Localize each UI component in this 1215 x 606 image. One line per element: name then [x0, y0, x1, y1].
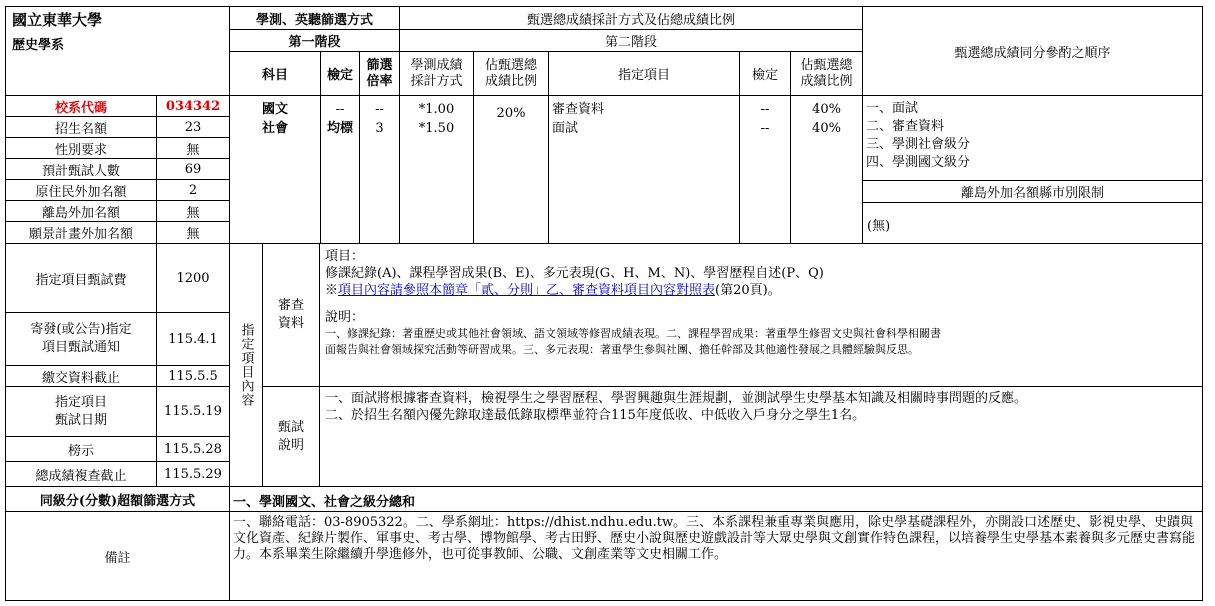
- stage2-items: [548, 95, 740, 244]
- col-score-line2: 採計方式: [410, 73, 463, 89]
- notice-label: [5, 312, 157, 366]
- remarks-label: 備註: [5, 511, 230, 601]
- tiebreak-item: 二、審查資料: [866, 119, 945, 134]
- col-pct-line1: 佔甄選總: [484, 57, 537, 73]
- remarks-content: [229, 511, 1203, 601]
- pct-interview: 40%: [812, 121, 841, 136]
- remarks-text: 一、聯絡電話：03-8905322。二、學系網址：https://dhist.ndhu.edu.tw。三、本系課程兼重專業與應用，除史學基礎課程外，亦開設口述歷史、影視史學、史蹟與文化資產、紀錄片製作、軍事史、考古學、博物館學、考古田野、歷史小說與歷史遊戲設計等大眾史學與文創實作特色課程，以培養學生史學基本素養與多元歷史書寫能力。本系畢業生除繼續升學進修外，也可從事教師、公職、文創產業等文史相關工作。: [233, 515, 1196, 562]
- stage1-check: [320, 95, 360, 244]
- island-limit-text: (無): [867, 219, 891, 234]
- col-percentage-2: [790, 51, 863, 96]
- tiebreak-item: 一、面試: [866, 101, 919, 116]
- review-deadline-value: 115.5.29: [156, 461, 230, 487]
- quota-value: 23: [156, 116, 230, 138]
- col-score-method: [399, 51, 474, 96]
- stage2-pct-value: 20%: [496, 106, 526, 121]
- col-pct-line2: 成績比例: [484, 73, 537, 89]
- island-limit-header: 離島外加名額縣市別限制: [862, 180, 1203, 203]
- subject-social: 社會: [261, 121, 288, 136]
- tiebreak-list: [862, 95, 1203, 181]
- stage2-check: [739, 95, 791, 244]
- ratio-social: 3: [375, 121, 384, 136]
- tiebreak-item: 四、學測國文級分: [866, 155, 971, 170]
- stage2-pct2: [790, 95, 863, 244]
- stage1-subjects: [229, 95, 321, 244]
- screening-method-header: 學測、英聽篩選方式: [229, 6, 400, 30]
- subject-chinese: 國文: [261, 102, 288, 117]
- check-social: 均標: [326, 121, 353, 136]
- result-value: 115.5.28: [156, 436, 230, 462]
- items-note-prefix: ※: [325, 283, 339, 298]
- pct-review: 40%: [812, 102, 841, 117]
- exam-date-line1: 指定項目: [54, 394, 107, 410]
- indigenous-value: 2: [156, 179, 230, 201]
- same-score-text: 一、學測國文、社會之級分總和: [233, 495, 416, 510]
- island-value: 無: [156, 200, 230, 222]
- indigenous-label: 原住民外加名額: [5, 179, 157, 201]
- submit-label: 繳交資料截止: [5, 365, 157, 387]
- code-label: 校系代碼: [5, 95, 157, 117]
- fee-label: 指定項目甄試費: [5, 243, 157, 313]
- col-pct2-line2: 成績比例: [800, 73, 853, 89]
- content-side-text: 指定項目內容: [238, 323, 254, 407]
- items-title: 項目：: [325, 249, 365, 264]
- col-designated-item: 指定項目: [548, 51, 740, 96]
- interview-desc-content: [319, 386, 1203, 487]
- same-score-value: [229, 486, 1203, 512]
- school-name: 國立東華大學: [12, 11, 103, 29]
- interview-label-line2: 說明: [277, 437, 304, 453]
- items-note-link[interactable]: 項目內容請參照本簡章「貳、分則」乙、審查資料項目內容對照表: [338, 283, 716, 298]
- check-chinese: --: [335, 102, 345, 117]
- stage1-ratio: [359, 95, 400, 244]
- vision-value: 無: [156, 221, 230, 244]
- review-deadline-label: 總成績複查截止: [5, 461, 157, 487]
- review-label-line2: 資料: [277, 316, 304, 331]
- col-check: 檢定: [320, 51, 360, 96]
- code-value: 034342: [156, 95, 230, 117]
- review-material-content: [319, 243, 1203, 387]
- submit-value: 115.5.5: [156, 365, 230, 387]
- quota-label: 招生名額: [5, 116, 157, 138]
- item-interview: 面試: [552, 121, 579, 136]
- island-label: 離島外加名額: [5, 200, 157, 222]
- score-social: *1.50: [418, 121, 455, 136]
- tiebreak-item: 三、學測社會級分: [866, 137, 971, 152]
- island-limit-value: [862, 202, 1203, 244]
- col-pct2-line1: 佔甄選總: [800, 57, 853, 73]
- content-side-label: [229, 243, 263, 487]
- ratio-chinese: --: [375, 102, 384, 117]
- interview-desc-label: [262, 386, 320, 487]
- same-score-label: 同級分(分數)超額篩選方式: [5, 486, 230, 512]
- stage2-score: [399, 95, 474, 244]
- col-percentage: [473, 51, 549, 96]
- desc-line: 面報告與社會領域探究活動等研習成果。三、多元表現：著重學生參與社團、擔任幹部及其他適性發展之具體經驗與反思。: [325, 343, 919, 356]
- interview-line: 一、面試將根據審查資料，檢視學生之學習歷程、學習興趣與生涯規劃，並測試學生史學基本知識及相關時事問題的反應。: [325, 391, 1028, 406]
- department-name: 歷史學系: [12, 38, 65, 53]
- interview-count-label: 預計甄試人數: [5, 158, 157, 180]
- items-note-suffix: (第20頁)。: [715, 283, 781, 298]
- col-ratio-line2: 倍率: [366, 73, 393, 89]
- stage2-header: 第二階段: [399, 29, 863, 52]
- score-chinese: *1.00: [418, 102, 455, 117]
- notice-value: 115.4.1: [156, 312, 230, 366]
- result-label: 榜示: [5, 436, 157, 462]
- gender-label: 性別要求: [5, 137, 157, 159]
- check-interview: --: [760, 121, 770, 136]
- desc-line: 一、修課紀錄：著重歷史或其他社會領域、語文領域等修習成績表現。二、課程學習成果：著重學生修習文史與社會科學相關書: [325, 327, 941, 340]
- col-score-line1: 學測成績: [410, 57, 463, 73]
- col-ratio-line1: 篩選: [366, 57, 393, 73]
- school-header: [5, 6, 230, 96]
- stage1-header: 第一階段: [229, 29, 400, 52]
- col-subject: 科目: [229, 51, 321, 96]
- notice-label-line2: 項目甄試通知: [41, 340, 120, 355]
- review-material-label: [262, 243, 320, 387]
- interview-label-line1: 甄試: [277, 419, 304, 435]
- stage2-pct: [473, 95, 549, 244]
- notice-label-line1: 寄發(或公告)指定: [30, 322, 132, 337]
- item-review: 審查資料: [552, 102, 605, 117]
- vision-label: 願景計畫外加名額: [5, 221, 157, 244]
- review-label-line1: 審查: [277, 298, 304, 313]
- tiebreak-header: 甄選總成績同分參酌之順序: [862, 6, 1203, 96]
- col-check-2: 檢定: [739, 51, 791, 96]
- fee-value: 1200: [156, 243, 230, 313]
- desc-title: 說明：: [325, 310, 365, 325]
- gender-value: 無: [156, 137, 230, 159]
- items-text: 修課紀錄(A)、課程學習成果(B、E)、多元表現(G、H、M、N)、學習歷程自述(P、Q): [325, 266, 824, 281]
- col-ratio: [359, 51, 400, 96]
- exam-date-line2: 甄試日期: [54, 412, 107, 428]
- exam-date-label: [5, 386, 157, 437]
- interview-count-value: 69: [156, 158, 230, 180]
- check-review: --: [760, 102, 770, 117]
- exam-date-value: 115.5.19: [156, 386, 230, 437]
- interview-line: 二、於招生名額內優先錄取達最低錄取標準並符合115年度低收、中低收入戶身分之學生1名。: [325, 408, 866, 423]
- items-note: [325, 282, 1198, 299]
- scoring-method-header: 甄選總成績採計方式及佔總成績比例: [399, 6, 863, 30]
